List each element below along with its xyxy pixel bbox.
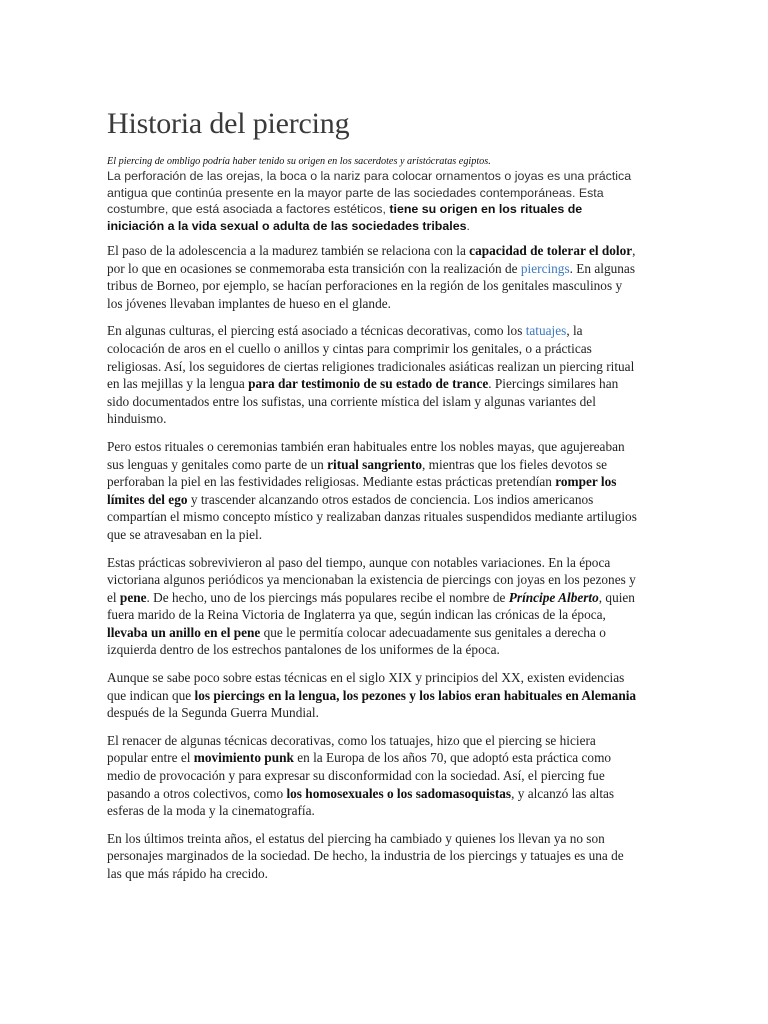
link-tatuajes[interactable]: tatuajes (525, 323, 567, 339)
paragraph-4: Estas prácticas sobrevivieron al paso del tiempo, aunque con notables variaciones. En la época victoriana algunos periódicos ya mencionaban la existencia de piercings con joyas en los pezones y el pene. De hecho, uno de los piercings más populares recibe el nombre de Príncipe Alberto, quien fuera marido de la Reina Victoria de Inglaterra ya que, según indican las crónicas de la época, llevaba un anillo en el pene que le permitía colocar adecuadamente sus genitales a derecha o izquierda dentro de los estrechos pantalones de los uniformes de la época. (107, 554, 636, 658)
page-title: Historia del piercing (107, 107, 350, 140)
paragraph-5: Aunque se sabe poco sobre estas técnicas en el siglo XIX y principios del XX, existen evidencias que indican que los piercings en la lengua, los pezones y los labios eran habituales en Alemania después de la Segunda Guerra Mundial. (107, 670, 637, 721)
link-piercings[interactable]: piercings (520, 260, 570, 276)
paragraph-1: El paso de la adolescencia a la madurez también se relaciona con la capacidad de tolerar el dolor, por lo que en ocasiones se conmemoraba esta transición con la realización de piercings. En algunas tribus de Borneo, por ejemplo, se hacían perforaciones en la región de los genitales masculinos y los jóvenes llevaban implantes de hueso en el glande. (107, 243, 636, 311)
paragraph-7: En los últimos treinta años, el estatus del piercing ha cambiado y quienes los llevan ya no son personajes marginados de la sociedad. De hecho, la industria de los piercings y tatuajes es una de las que más rápido ha crecido. (107, 830, 624, 881)
document-page (107, 104, 637, 893)
paragraph-2: En algunas culturas, el piercing está asociado a técnicas decorativas, como los tatuajes, la colocación de aros en el cuello o anillos y cintas para comprimir los genitales, o a prácticas religiosas. Así, los seguidores de ciertas religiones tradicionales asiáticas realizan un piercing ritual en las mejillas y la lengua para dar testimonio de su estado de trance. Piercings similares han sido documentados entre los sufistas, una corriente mística del islam y algunas variantes del hinduismo. (107, 323, 635, 427)
paragraph-6: El renacer de algunas técnicas decorativas, como los tatuajes, hizo que el piercing se hiciera popular entre el movimiento punk en la Europa de los años 70, que adoptó esta práctica como medio de provocación y para expresar su disconformidad con la sociedad. Así, el piercing fue pasando a otros colectivos, como los homosexuales o los sadomasoquistas, y alcanzó las altas esferas de la moda y la cinematografía. (107, 732, 615, 819)
paragraph-3: Pero estos rituales o ceremonias también eran habituales entre los nobles mayas, que agujereaban sus lenguas y genitales como parte de un ritual sangriento, mientras que los fieles devotos se perforaban la piel en las festividades religiosas. Mediante estas prácticas pretendían romper los límites del ego y trascender alcanzando otros estados de conciencia. Los indios americanos compartían el mismo concepto místico y realizaban danzas rituales suspendidos mediante artilugios que se atravesaban en la piel. (107, 438, 637, 542)
intro-paragraph: La perforación de las orejas, la boca o la nariz para colocar ornamentos o joyas es una práctica antigua que continúa presente en la mayor parte de las sociedades contemporáneas. Esta costumbre, que está asociada a factores estéticos, tiene su origen en los rituales de iniciación a la vida sexual o adulta de las sociedades tribales. (107, 169, 632, 233)
image-caption: El piercing de ombligo podría haber tenido su origen en los sacerdotes y aristócratas egiptos. (107, 156, 491, 167)
